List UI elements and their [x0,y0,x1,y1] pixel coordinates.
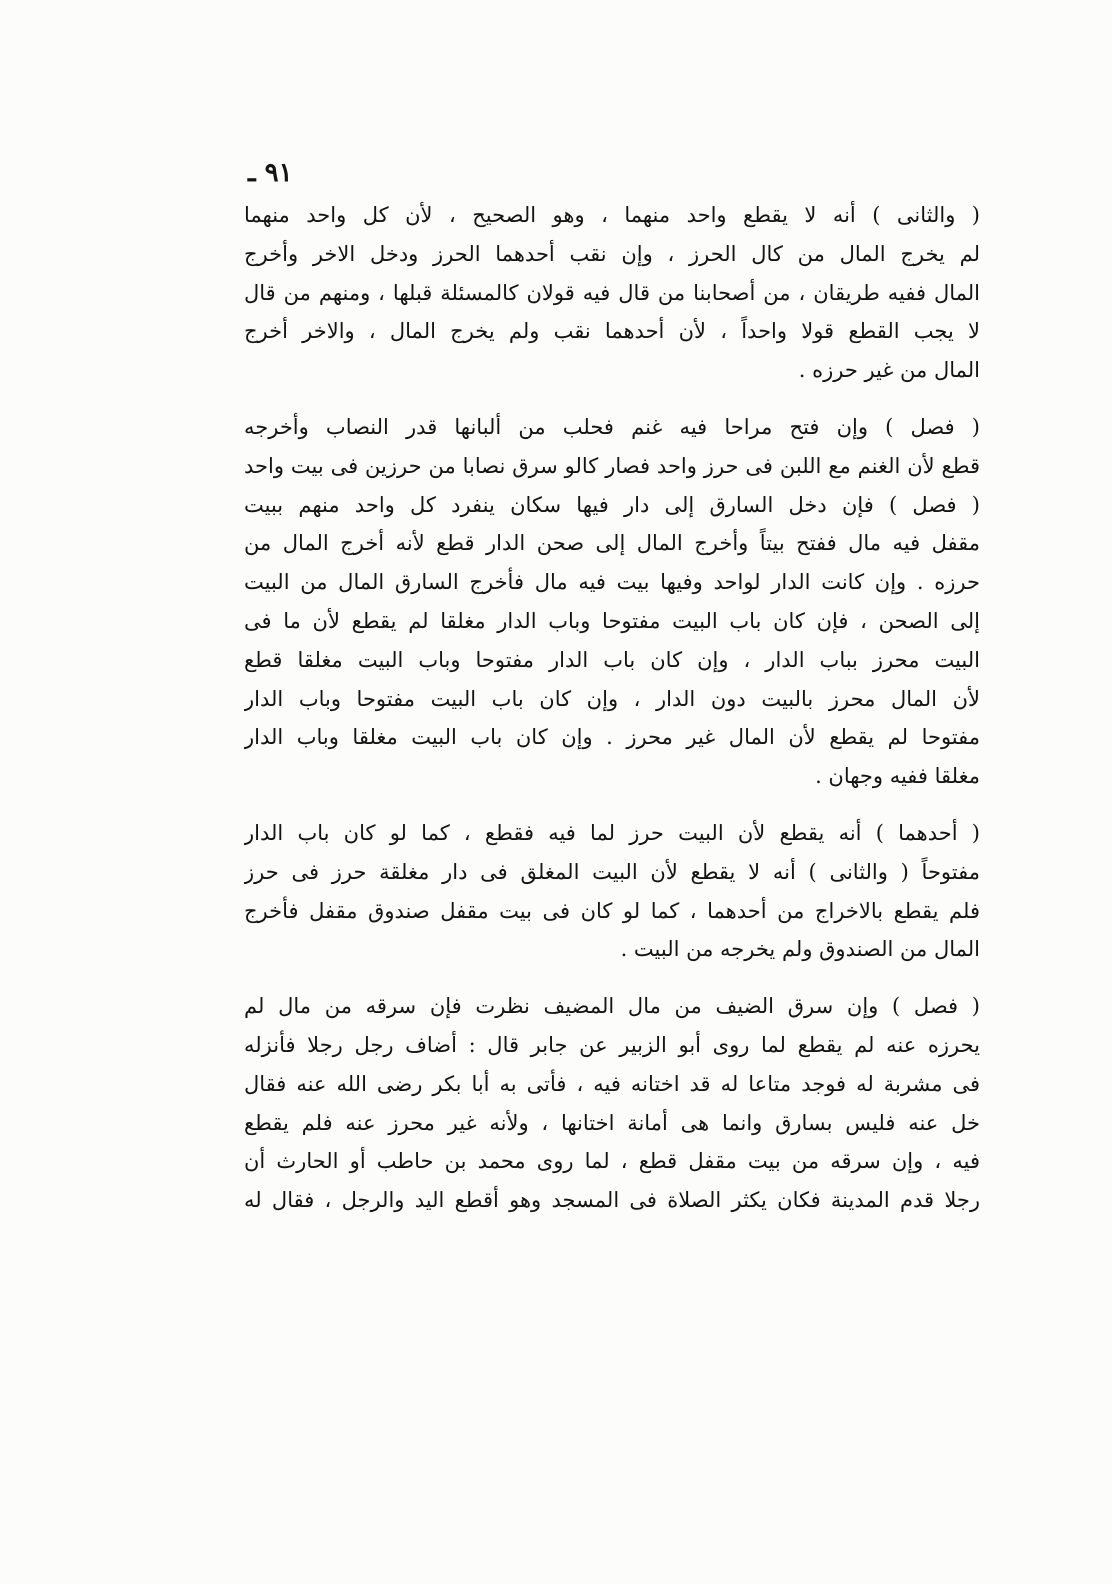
text-line: ( فصل ) وإن فتح مراحا فيه غنم فحلب من ألبانها قدر النصاب وأخرجه [244,414,980,439]
body-text [244,196,980,1220]
text-line: مغلقا ففيه وجهان . [815,764,980,789]
paragraph [244,486,980,796]
page-number: ٩١ ـ [248,158,293,188]
text-line: قطع لأن الغنم مع اللبن فى حرز واحد فصار كالو سرق نصابا من حرزين فى بيت واحد [244,453,980,478]
text-line: ( فصل ) وإن سرق الضيف من مال المضيف نظرت فإن سرقه من مال لم [244,994,980,1019]
paragraph [244,987,980,1220]
text-line: مفتوحا لم يقطع لأن المال غير محرز . وإن كان باب البيت مغلقا وباب الدار [244,725,980,750]
text-line: حرزه . وإن كانت الدار لواحد وفيها بيت فيه مال فأخرج السارق المال من البيت [244,570,980,595]
text-line: فيه ، وإن سرقه من بيت مقفل قطع ، لما روى محمد بن حاطب أو الحارث أن [244,1149,980,1174]
text-line: فى مشربة له فوجد متاعا له قد اختانه فيه ، فأتى به أبا بكر رضى الله عنه فقال [244,1071,980,1096]
text-line: ( أحدهما ) أنه يقطع لأن البيت حرز لما فيه فقطع ، كما لو كان باب الدار [244,820,980,845]
paragraph [244,408,980,486]
text-line: رجلا قدم المدينة فكان يكثر الصلاة فى المسجد وهو أقطع اليد والرجل ، فقال له [244,1188,980,1213]
paragraph [244,196,980,390]
text-line: خل عنه فليس بسارق وانما هى أمانة اختانها ، ولأنه غير محرز عنه فلم يقطع [244,1110,980,1135]
text-line: ( والثانى ) أنه لا يقطع واحد منهما ، وهو الصحيح ، لأن كل واحد منهما [244,203,980,227]
text-line: البيت محرز بباب الدار ، وإن كان باب الدار مفتوحا وباب البيت مغلقا قطع [244,647,980,672]
text-line: مقفل فيه مال ففتح بيتاً وأخرج المال إلى صحن الدار قطع لأنه أخرج المال من [244,531,980,556]
text-line: لأن المال محرز بالبيت دون الدار ، وإن كان باب البيت مفتوحا وباب الدار [244,686,980,711]
text-line: ( فصل ) فإن دخل السارق إلى دار فيها سكان ينفرد كل واحد منهم ببيت [244,492,980,517]
text-line: المال من الصندوق ولم يخرجه من البيت . [620,937,980,962]
text-line: المال من غير حرزه . [798,358,980,383]
text-line: لم يخرج المال من كال الحرز ، وإن نقب أحدهما الحرز ودخل الاخر وأخرج [244,241,980,266]
text-line: يحرزه عنه لم يقطع لما روى أبو الزبير عن جابر قال : أضاف رجل رجلا فأنزله [244,1032,980,1057]
text-line: فلم يقطع بالاخراج من أحدهما ، كما لو كان فى بيت مقفل صندوق مقفل فأخرج [244,898,980,923]
text-line: إلى الصحن ، فإن كان باب البيت مفتوحا وباب الدار مغلقا لم يقطع لأن ما فى [244,608,980,633]
text-line: مفتوحاً ( والثانى ) أنه لا يقطع لأن البيت المغلق فى دار مغلقة حرز فى حرز [244,859,980,884]
paragraph [244,814,980,969]
text-line: المال ففيه طريقان ، من أصحابنا من قال فيه قولان كالمسئلة قبلها ، ومنهم من قال [244,280,980,305]
text-line: لا يجب القطع قولا واحداً ، لأن أحدهما نقب ولم يخرج المال ، والاخر أخرج [244,319,980,344]
